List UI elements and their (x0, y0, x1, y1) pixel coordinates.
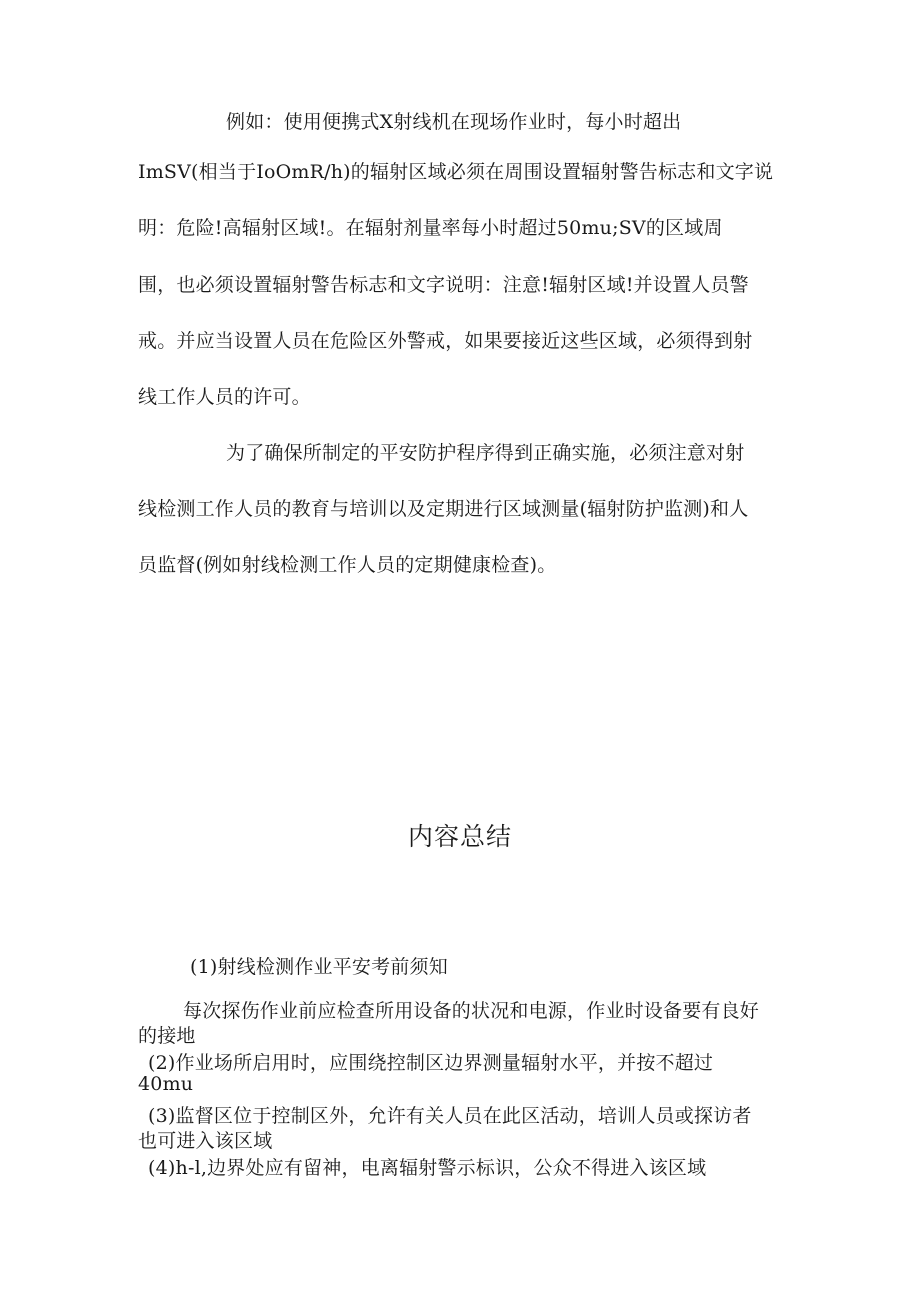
paragraph-2-line-3: 员监督(例如射线检测工作人员的定期健康检查)。 (138, 554, 557, 576)
summary-item-2-line-1: (2)作业场所启用时，应围绕控制区边界测量辐射水平，并按不超过 (148, 1052, 714, 1074)
summary-heading: 内容总结 (407, 822, 512, 851)
paragraph-1-line-4: 围，也必须设置辐射警告标志和文字说明：注意!辐射区域!并设置人员警 (138, 274, 749, 296)
summary-item-3-line-1: (3)监督区位于控制区外，允许有关人员在此区活动，培训人员或探访者 (148, 1105, 752, 1127)
summary-item-3-line-2: 也可进入该区域 (138, 1130, 273, 1152)
summary-item-1-line-1: 每次探伤作业前应检查所用设备的状况和电源，作业时设备要有良好 (183, 1000, 760, 1022)
paragraph-1-line-2: ImSV(相当于IoOmR/h)的辐射区域必须在周围设置辐射警告标志和文字说 (138, 161, 774, 183)
summary-item-2-line-2: 40mu (138, 1073, 194, 1095)
paragraph-1-line-6: 线工作人员的许可。 (138, 386, 311, 408)
paragraph-2-line-2: 线检测工作人员的教育与培训以及定期进行区域测量(辐射防护监测)和人 (138, 498, 749, 520)
paragraph-2-line-1: 为了确保所制定的平安防护程序得到正确实施，必须注意对射 (226, 442, 745, 464)
summary-item-1-title: (1)射线检测作业平安考前须知 (190, 956, 448, 978)
summary-item-4-line-1: (4)h-l,边界处应有留神，电离辐射警示标识，公众不得进入该区域 (148, 1157, 707, 1179)
summary-item-1-line-2: 的接地 (138, 1025, 196, 1047)
paragraph-1-line-5: 戒。并应当设置人员在危险区外警戒，如果要接近这些区域，必须得到射 (138, 330, 753, 352)
paragraph-1-line-3: 明：危险!高辐射区域!。在辐射剂量率每小时超过50mu;SV的区域周 (138, 217, 723, 239)
paragraph-1-line-1: 例如：使用便携式X射线机在现场作业时，每小时超出 (226, 111, 682, 133)
